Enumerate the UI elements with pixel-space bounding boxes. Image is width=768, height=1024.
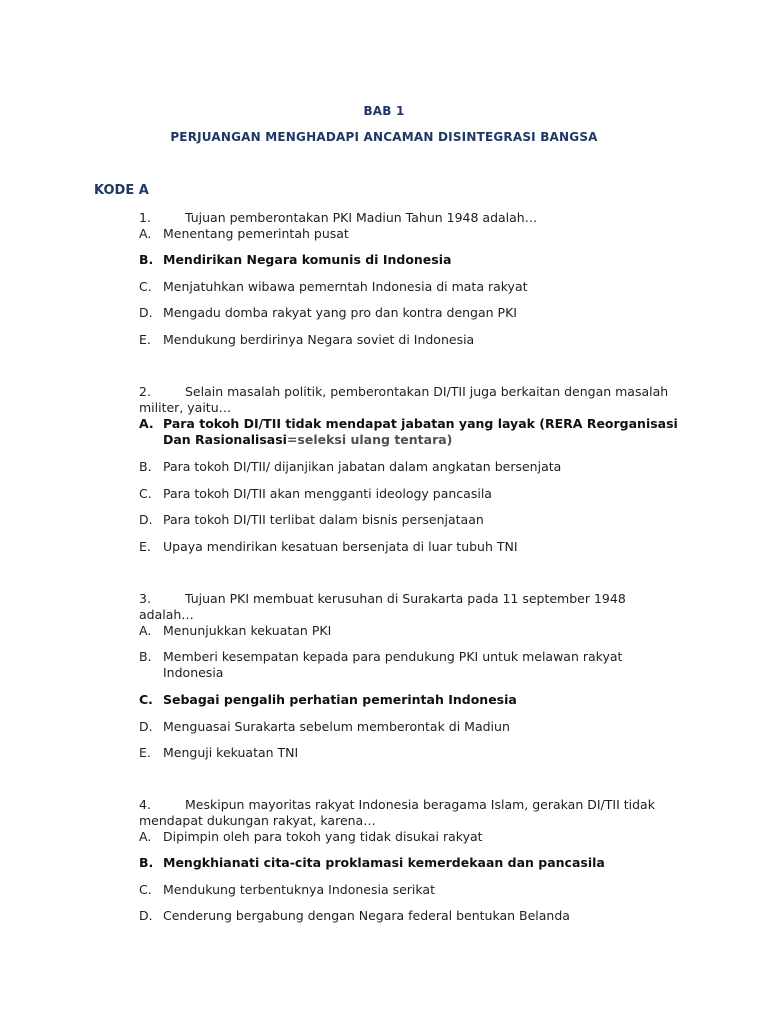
question-text: Meskipun mayoritas rakyat Indonesia beragama Islam, gerakan DI/TII tidak mendapat dukungan rakyat, karena… xyxy=(139,797,655,828)
q2-option-a: A. Para tokoh DI/TII tidak mendapat jabatan yang layak (RERA Reorganisasi Dan Rasionalisasi=seleksi ulang tentara) xyxy=(139,416,678,447)
question-text: Tujuan pemberontakan PKI Madiun Tahun 1948 adalah… xyxy=(185,210,538,225)
chapter-heading: BAB 1 xyxy=(363,104,405,118)
question-number: 3. xyxy=(139,591,151,606)
q2-option-b: B. Para tokoh DI/TII/ dijanjikan jabatan dalam angkatan bersenjata xyxy=(139,459,562,474)
q1-option-d: D. Mengadu domba rakyat yang pro dan kontra dengan PKI xyxy=(139,305,517,320)
question-number: 1. xyxy=(139,210,151,225)
q3-option-a: A. Menunjukkan kekuatan PKI xyxy=(139,623,332,638)
question-1 xyxy=(139,210,679,226)
q3-option-c: C. Sebagai pengalih perhatian pemerintah Indonesia xyxy=(139,692,517,707)
question-text: Selain masalah politik, pemberontakan DI/TII juga berkaitan dengan masalah militer, yaitu… xyxy=(139,384,669,415)
q1-option-c: C. Menjatuhkan wibawa pemerntah Indonesia di mata rakyat xyxy=(139,279,528,294)
question-3 xyxy=(139,591,679,623)
q1-option-b: B. Mendirikan Negara komunis di Indonesia xyxy=(139,252,452,267)
page-title: PERJUANGAN MENGHADAPI ANCAMAN DISINTEGRASI BANGSA xyxy=(170,130,598,144)
q2-option-e: E. Upaya mendirikan kesatuan bersenjata di luar tubuh TNI xyxy=(139,539,518,554)
q1-option-a: A. Menentang pemerintah pusat xyxy=(139,226,349,241)
q4-option-b: B. Mengkhianati cita-cita proklamasi kemerdekaan dan pancasila xyxy=(139,855,605,870)
q4-option-a: A. Dipimpin oleh para tokoh yang tidak disukai rakyat xyxy=(139,829,483,844)
q3-option-d: D. Menguasai Surakarta sebelum memberontak di Madiun xyxy=(139,719,510,734)
q4-option-c: C. Mendukung terbentuknya Indonesia serikat xyxy=(139,882,435,897)
question-4 xyxy=(139,797,679,829)
q2-option-c: C. Para tokoh DI/TII akan mengganti ideology pancasila xyxy=(139,486,492,501)
q3-option-e: E. Menguji kekuatan TNI xyxy=(139,745,299,760)
q2-option-d: D. Para tokoh DI/TII terlibat dalam bisnis persenjataan xyxy=(139,512,484,527)
exam-code: KODE A xyxy=(94,183,149,198)
question-2 xyxy=(139,384,679,416)
answer-note: =seleksi ulang tentara) xyxy=(286,432,453,447)
question-text: Tujuan PKI membuat kerusuhan di Surakarta pada 11 september 1948 adalah… xyxy=(139,591,626,622)
q1-option-e: E. Mendukung berdirinya Negara soviet di Indonesia xyxy=(139,332,475,347)
question-number: 2. xyxy=(139,384,151,399)
q4-option-d: D. Cenderung bergabung dengan Negara federal bentukan Belanda xyxy=(139,908,570,923)
question-number: 4. xyxy=(139,797,151,812)
q3-option-b: B. Memberi kesempatan kepada para pendukung PKI untuk melawan rakyat Indonesia xyxy=(139,649,623,680)
